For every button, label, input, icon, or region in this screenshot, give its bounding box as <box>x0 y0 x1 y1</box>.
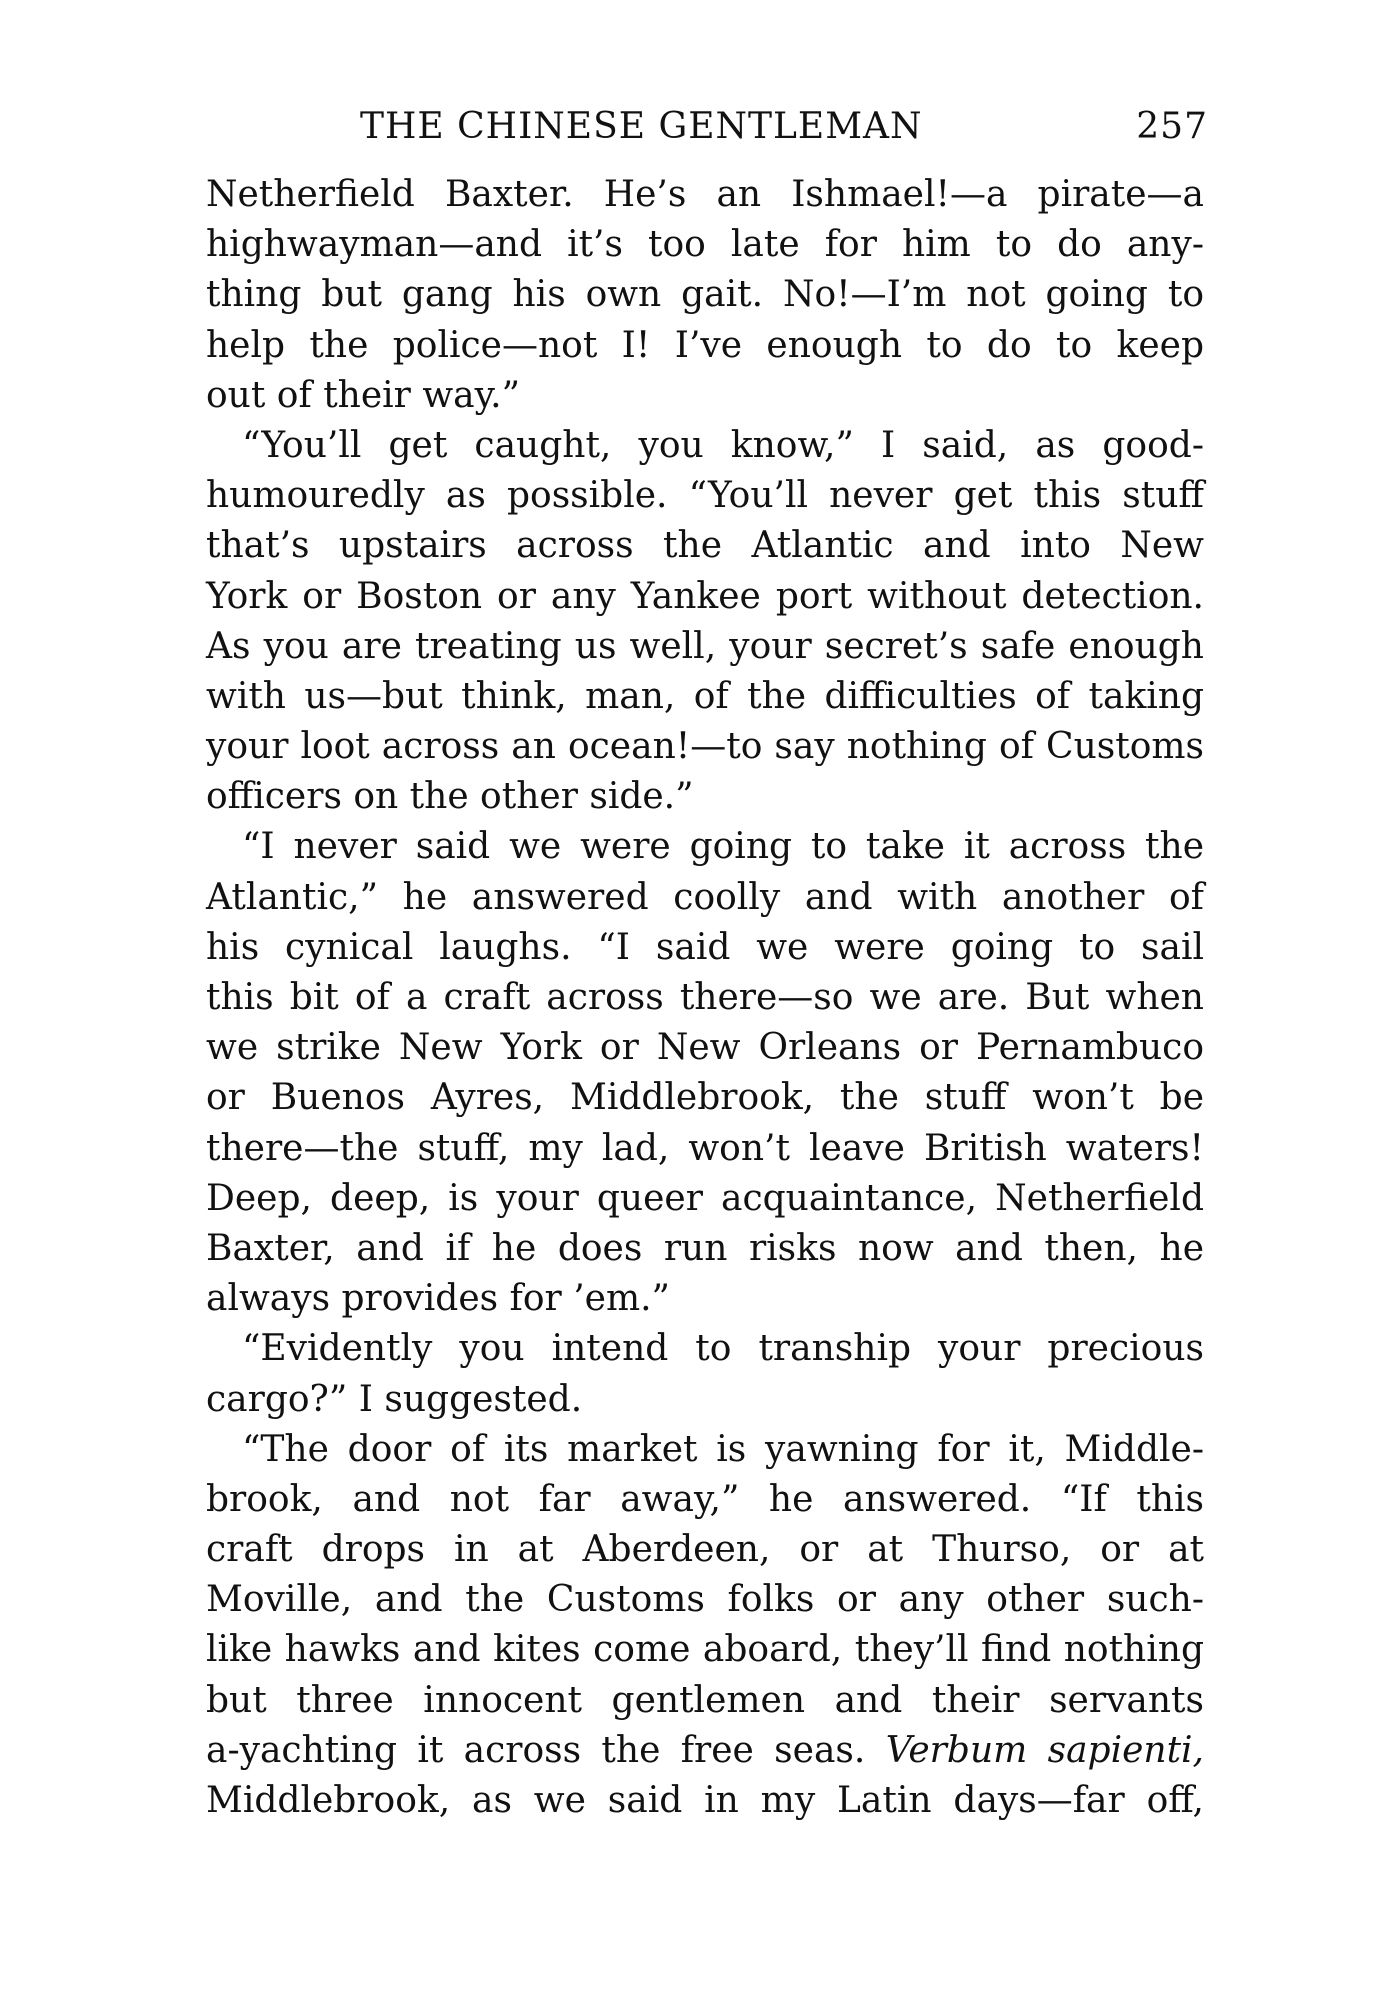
text-line: this bit of a craft across there—so we are. But when <box>206 977 1204 1018</box>
text-line: As you are treating us well, your secret’s safe enough <box>206 625 1204 667</box>
text-line: Atlantic,” he answered coolly and with another of <box>206 876 1204 918</box>
text-line: “I never said we were going to take it across the <box>242 826 1204 868</box>
text-line: York or Boston or any Yankee port without detection. <box>206 575 1204 617</box>
text-line: “The door of its market is yawning for it, Middle- <box>242 1428 1204 1470</box>
text-line: Baxter, and if he does run risks now and then, he <box>206 1227 1204 1269</box>
text-line: brook, and not far away,” he answered. “If this <box>206 1478 1204 1520</box>
text-line: that’s upstairs across the Atlantic and into New <box>206 525 1204 567</box>
text-line: his cynical laughs. “I said we were going to sail <box>206 926 1204 968</box>
text-line: but three innocent gentlemen and their servants <box>206 1679 1204 1721</box>
text-line: Middlebrook, as we said in my Latin days—far off, <box>206 1780 1204 1821</box>
text-line: highwayman—and it’s too late for him to do any- <box>206 224 1204 266</box>
text-line: with us—but think, man, of the difficulties of taking <box>206 675 1204 717</box>
text-line: always provides for ’em.” <box>206 1278 670 1320</box>
italic-phrase: Verbum sapienti, <box>885 1729 1205 1771</box>
text-line: cargo?” I suggested. <box>206 1378 583 1420</box>
text-line: Deep, deep, is your queer acquaintance, Netherfield <box>206 1177 1204 1219</box>
text-line: Moville, and the Customs folks or any other such- <box>206 1579 1204 1621</box>
text-line <box>206 1726 1204 1776</box>
text-line: “Evidently you intend to tranship your precious <box>242 1328 1204 1370</box>
page-number: 257 <box>1136 106 1208 147</box>
text-line: help the police—not I! I’ve enough to do to keep <box>206 324 1204 366</box>
running-head <box>360 106 1208 156</box>
text-line: your loot across an ocean!—to say nothing of Customs <box>206 726 1204 768</box>
text-line: craft drops in at Aberdeen, or at Thurso, or at <box>206 1529 1204 1571</box>
text-line-roman: a-yachting it across the free seas. <box>206 1729 866 1771</box>
text-line: humouredly as possible. “You’ll never get this stuff <box>206 475 1204 517</box>
running-title: THE CHINESE GENTLEMAN <box>360 106 923 147</box>
text-line: “You’ll get caught, you know,” I said, as good- <box>242 424 1204 466</box>
text-line: officers on the other side.” <box>206 776 694 818</box>
text-line: like hawks and kites come aboard, they’ll find nothing <box>206 1629 1204 1671</box>
text-line: we strike New York or New Orleans or Pernambuco <box>206 1027 1204 1069</box>
text-line: there—the stuff, my lad, won’t leave British waters! <box>206 1127 1204 1169</box>
body-text <box>206 170 1204 1826</box>
text-line: thing but gang his own gait. No!—I’m not going to <box>206 274 1204 316</box>
text-line: or Buenos Ayres, Middlebrook, the stuff won’t be <box>206 1077 1204 1119</box>
text-line: Netherfield Baxter. He’s an Ishmael!—a pirate—a <box>206 174 1204 215</box>
text-line: out of their way.” <box>206 374 521 416</box>
